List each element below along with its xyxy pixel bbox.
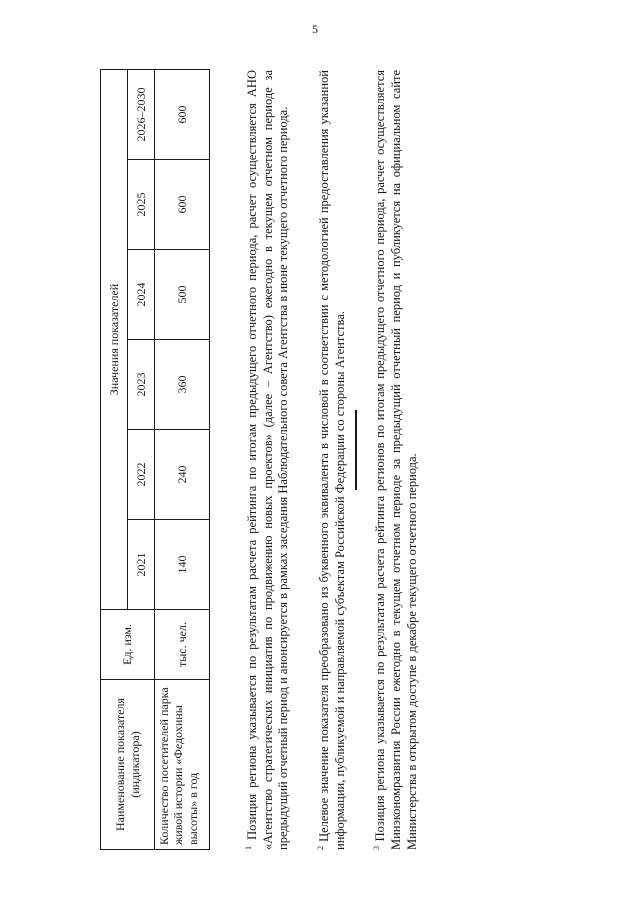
year-header: 2021 [128, 520, 155, 610]
header-unit: Ед. изм. [101, 610, 155, 680]
rotated-page-content [100, 60, 480, 850]
header-values: Значения показателей [101, 70, 128, 610]
year-header: 2025 [128, 160, 155, 250]
year-header: 2022 [128, 430, 155, 520]
indicators-table [100, 69, 210, 850]
footnote-mark: 1 [244, 846, 253, 850]
header-indicator-name: Наименование показателя (индикатора) [101, 680, 155, 850]
footnote-3 [372, 70, 420, 850]
value-cell: 600 [155, 70, 210, 160]
value-cell: 360 [155, 340, 210, 430]
value-cell: 500 [155, 250, 210, 340]
table-row [155, 70, 210, 850]
value-cell: 600 [155, 160, 210, 250]
unit-cell: тыс. чел. [155, 610, 210, 680]
footnote-text: Позиция региона указывается по результатам расчета рейтинга по итогам предыдущего отчетного периода, расчет осуществляется АНО «Агентство стратегических инициатив по продвижению новых проектов» (далее – Агентство) ежегодно в текущем отчетном периоде за предыдущий отчетный период и анонсируется в рамках заседания Наблюдательного совета Агентства в июне текущего отчетного периода. [245, 70, 291, 850]
footnote-text: Целевое значение показателя преобразовано из буквенного эквивалента в числовой в соответствии с методологией предоставления указанной информации, публикуемой и направляемой субъектам Российской Федерации со стороны Агентства. [317, 70, 347, 850]
footnote-2 [316, 70, 348, 850]
year-header: 2023 [128, 340, 155, 430]
footnote-text: Позиция региона указывается по результатам расчета рейтинга регионов по итогам предыдущего отчетного периода, расчет осуществляется Минэкономразвития России ежегодно в текущем отчетном периоде за предыдущий отчетный период и публикуется на официальном сайте Министерства в открытом доступе в декабре текущего отчетного периода. [373, 70, 419, 850]
footnote-1 [244, 70, 292, 850]
page-number: 5 [312, 22, 318, 36]
year-header: 2024 [128, 250, 155, 340]
footnote-mark: 3 [372, 846, 382, 850]
table-header-row [101, 70, 128, 850]
value-cell: 240 [155, 430, 210, 520]
indicator-name-cell: Количество посетителей парка живой истории «Федохины высоты» в год [155, 680, 210, 850]
footnotes [244, 70, 444, 850]
value-cell: 140 [155, 520, 210, 610]
year-header: 2026–2030 [128, 70, 155, 160]
separator-line [355, 410, 357, 490]
footnote-mark: 2 [316, 846, 326, 850]
